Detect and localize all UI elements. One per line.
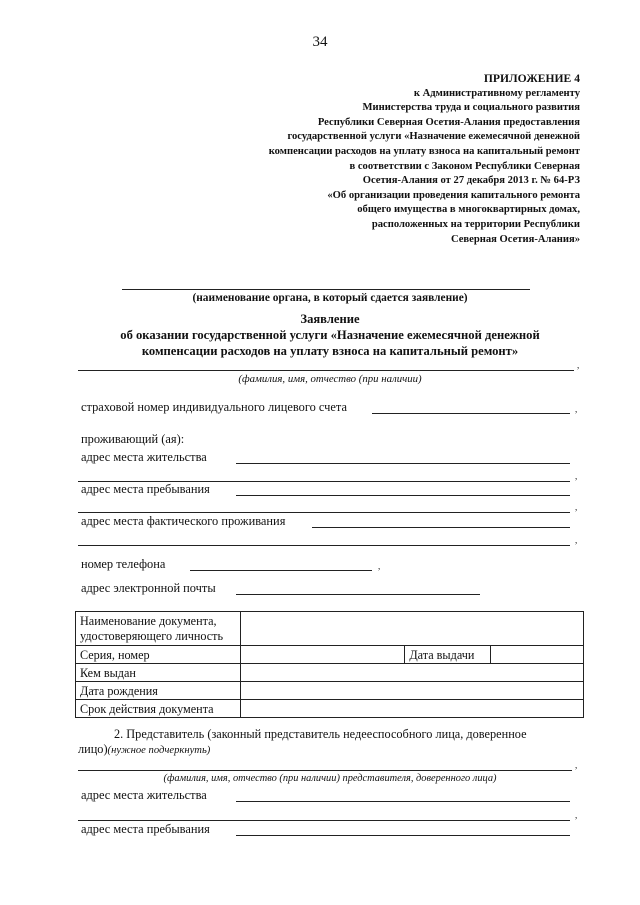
actual-address-line-2[interactable] bbox=[78, 545, 570, 546]
comma: , bbox=[575, 502, 578, 512]
fio-line[interactable] bbox=[78, 370, 574, 371]
comma: , bbox=[575, 471, 578, 481]
phone-line[interactable] bbox=[190, 570, 372, 571]
series-number-value[interactable] bbox=[240, 646, 405, 664]
birth-date-value[interactable] bbox=[240, 682, 583, 700]
stay-address-line-2[interactable] bbox=[78, 512, 570, 513]
authority-caption: (наименование органа, в который сдается заявление) bbox=[192, 292, 468, 304]
phone-label: номер телефона bbox=[81, 557, 166, 571]
residing-label: проживающий (ая): bbox=[81, 432, 185, 446]
representative-text-2 bbox=[78, 742, 210, 757]
table-row bbox=[76, 700, 584, 718]
appendix-line: в соответствии с Законом Республики Северная bbox=[349, 160, 580, 172]
appendix-block bbox=[269, 72, 580, 247]
actual-address-label: адрес места фактического проживания bbox=[81, 514, 286, 528]
issue-date-value[interactable] bbox=[491, 646, 584, 664]
statement-title: Заявление bbox=[300, 312, 360, 326]
comma: , bbox=[575, 404, 578, 414]
comma: , bbox=[575, 760, 578, 770]
table-row bbox=[76, 646, 584, 664]
rep-stay-address-line[interactable] bbox=[236, 835, 570, 836]
validity-label: Срок действия документа bbox=[76, 700, 241, 718]
authority-line[interactable] bbox=[122, 289, 530, 290]
appendix-line: расположенных на территории Республики bbox=[371, 218, 580, 230]
fio-caption: (фамилия, имя, отчество (при наличии) bbox=[238, 373, 422, 385]
comma: , bbox=[575, 810, 578, 820]
issued-by-value[interactable] bbox=[240, 664, 583, 682]
doc-name-line-1: Наименование документа, bbox=[80, 613, 217, 628]
comma: , bbox=[577, 360, 580, 370]
comma: , bbox=[575, 535, 578, 545]
representative-note: (нужное подчеркнуть) bbox=[107, 745, 211, 756]
series-number-label: Серия, номер bbox=[76, 646, 241, 664]
snils-line[interactable] bbox=[372, 413, 570, 414]
table-row bbox=[76, 664, 584, 682]
rep-residence-address-label: адрес места жительства bbox=[81, 788, 207, 802]
statement-subtitle-2: компенсации расходов на уплату взноса на капитальный ремонт» bbox=[141, 344, 519, 358]
email-line[interactable] bbox=[236, 594, 480, 595]
doc-name-value[interactable] bbox=[240, 612, 583, 646]
validity-value[interactable] bbox=[240, 700, 583, 718]
appendix-line: Министерства труда и социального развития bbox=[362, 102, 580, 114]
doc-name-line-2: удостоверяющего личность bbox=[80, 628, 224, 643]
birth-date-label: Дата рождения bbox=[76, 682, 241, 700]
page-number: 34 bbox=[312, 34, 328, 50]
actual-address-line[interactable] bbox=[312, 527, 570, 528]
issue-date-label: Дата выдачи bbox=[405, 646, 491, 664]
residence-address-line[interactable] bbox=[236, 463, 570, 464]
identity-document-table bbox=[75, 611, 584, 718]
email-label: адрес электронной почты bbox=[81, 581, 216, 595]
doc-name-cell bbox=[76, 612, 241, 646]
rep-residence-address-line-2[interactable] bbox=[78, 820, 570, 821]
appendix-line: к Административному регламенту bbox=[413, 87, 580, 99]
appendix-line: Северная Осетия-Алания» bbox=[450, 233, 580, 245]
issued-by-label: Кем выдан bbox=[76, 664, 241, 682]
representative-text-1: 2. Представитель (законный представитель недееспособного лица, доверенное bbox=[114, 727, 527, 741]
snils-label: страховой номер индивидуального лицевого счета bbox=[81, 400, 347, 414]
appendix-line: Республики Северная Осетия-Алания предоставления bbox=[317, 116, 580, 128]
appendix-line: общего имущества в многоквартирных домах, bbox=[357, 204, 580, 216]
comma: , bbox=[378, 561, 381, 571]
table-row bbox=[76, 682, 584, 700]
rep-residence-address-line[interactable] bbox=[236, 801, 570, 802]
statement-subtitle-1: об оказании государственной услуги «Назначение ежемесячной денежной bbox=[120, 328, 540, 342]
representative-prefix: лицо) bbox=[78, 742, 108, 756]
representative-fio-line[interactable] bbox=[78, 770, 572, 771]
representative-caption: (фамилия, имя, отчество (при наличии) представителя, доверенного лица) bbox=[163, 773, 497, 784]
appendix-line: государственной услуги «Назначение ежемесячной денежной bbox=[287, 131, 580, 143]
rep-stay-address-label: адрес места пребывания bbox=[81, 822, 210, 836]
stay-address-label: адрес места пребывания bbox=[81, 482, 210, 496]
residence-address-label: адрес места жительства bbox=[81, 450, 207, 464]
appendix-title: ПРИЛОЖЕНИЕ 4 bbox=[483, 72, 580, 85]
appendix-line: «Об организации проведения капитального ремонта bbox=[327, 189, 580, 201]
appendix-line: компенсации расходов на уплату взноса на капитальный ремонт bbox=[268, 145, 580, 157]
table-row bbox=[76, 612, 584, 646]
stay-address-line[interactable] bbox=[236, 495, 570, 496]
appendix-line: Осетия-Алания от 27 декабря 2013 г. № 64-РЗ bbox=[362, 175, 580, 187]
